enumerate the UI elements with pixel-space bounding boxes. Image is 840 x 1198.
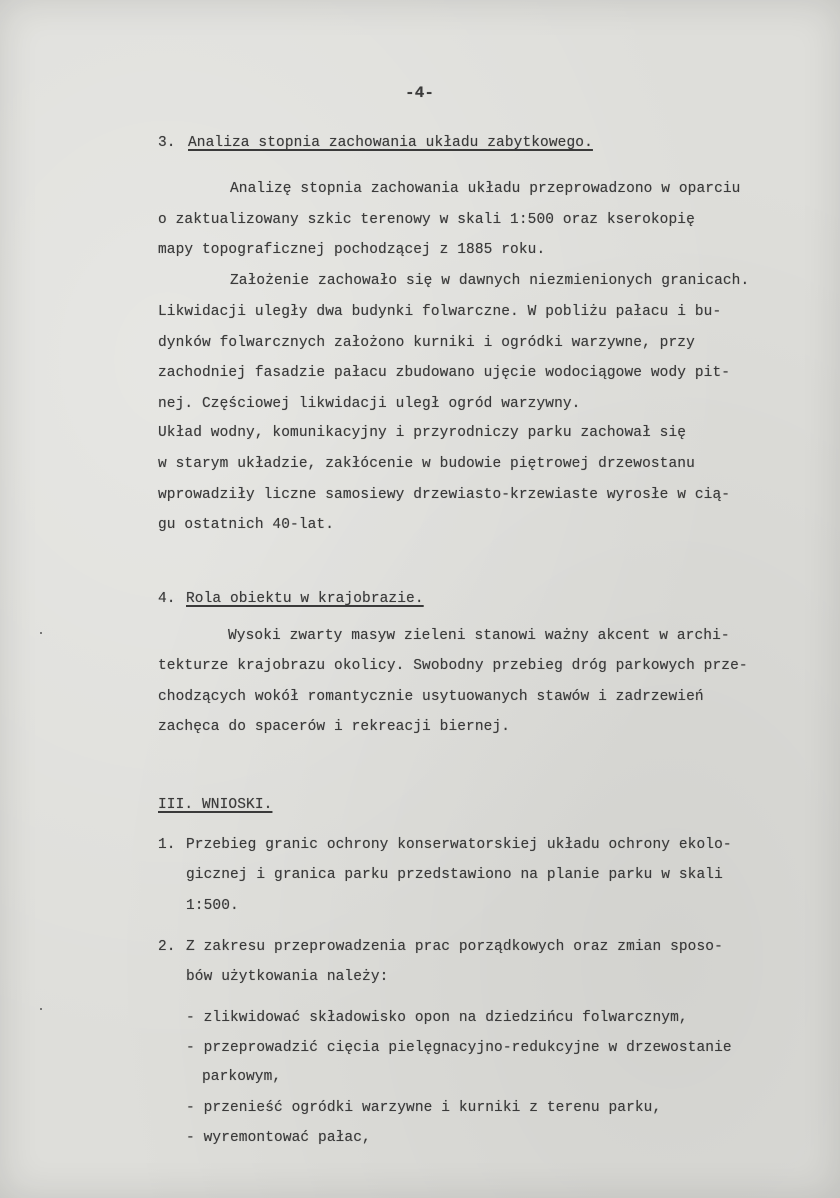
- s3-line-11: wprowadziły liczne samosiewy drzewiasto-krzewiaste wyrosłe w cią-: [158, 487, 731, 503]
- s3-line-5: Likwidacji uległy dwa budynki folwarczne. W pobliżu pałacu i bu-: [158, 304, 722, 320]
- s3-line-1: Analizę stopnia zachowania układu przeprowadzono w oparciu: [230, 181, 741, 197]
- section-iii-heading: III. WNIOSKI.: [158, 797, 273, 813]
- page-number: -4-: [405, 84, 435, 102]
- bullet-1: - zlikwidować składowisko opon na dziedzińcu folwarcznym,: [186, 1010, 688, 1026]
- section-4-heading: Rola obiektu w krajobrazie.: [186, 591, 424, 607]
- s3-line-8: nej. Częściowej likwidacji uległ ogród warzywny.: [158, 396, 581, 412]
- s4-line-3: chodzących wokół romantycznie usytuowanych stawów i zadrzewień: [158, 689, 704, 705]
- item-2-line-1: Z zakresu przeprowadzenia prac porządkowych oraz zmian sposo-: [186, 939, 723, 955]
- s3-line-3: mapy topograficznej pochodzącej z 1885 roku.: [158, 242, 546, 258]
- s3-line-2: o zaktualizowany szkic terenowy w skali 1:500 oraz kserokopię: [158, 212, 695, 228]
- paper-speck: [40, 632, 42, 634]
- item-1-line-2: gicznej i granica parku przedstawiono na planie parku w skali: [186, 867, 723, 883]
- s3-line-4: Założenie zachowało się w dawnych niezmienionych granicach.: [230, 273, 750, 289]
- bullet-2: - przeprowadzić cięcia pielęgnacyjno-redukcyjne w drzewostanie: [186, 1040, 732, 1056]
- s4-line-2: tekturze krajobrazu okolicy. Swobodny przebieg dróg parkowych prze-: [158, 658, 748, 674]
- s3-line-12: gu ostatnich 40-lat.: [158, 517, 335, 533]
- paper-speck: [40, 1008, 42, 1010]
- section-3-heading: Analiza stopnia zachowania układu zabytkowego.: [188, 135, 593, 151]
- s3-line-10: w starym układzie, zakłócenie w budowie piętrowej drzewostanu: [158, 456, 695, 472]
- item-2-line-2: bów użytkowania należy:: [186, 969, 389, 985]
- section-3-number: 3.: [158, 135, 176, 151]
- s3-line-9: Układ wodny, komunikacyjny i przyrodniczy parku zachował się: [158, 425, 687, 441]
- bullet-2-continuation: parkowym,: [202, 1069, 282, 1085]
- section-4-number: 4.: [158, 591, 176, 607]
- s3-line-7: zachodniej fasadzie pałacu zbudowano ujęcie wodociągowe wody pit-: [158, 365, 731, 381]
- s4-line-4: zachęca do spacerów i rekreacji biernej.: [158, 719, 511, 735]
- s3-line-6: dynków folwarcznych założono kurniki i ogródki warzywne, przy: [158, 335, 695, 351]
- item-1-line-3: 1:500.: [186, 898, 239, 914]
- bullet-4: - wyremontować pałac,: [186, 1130, 371, 1146]
- bullet-3: - przenieść ogródki warzywne i kurniki z terenu parku,: [186, 1100, 662, 1116]
- item-2-number: 2.: [158, 939, 176, 955]
- item-1-number: 1.: [158, 837, 176, 853]
- item-1-line-1: Przebieg granic ochrony konserwatorskiej układu ochrony ekolo-: [186, 837, 732, 853]
- s4-line-1: Wysoki zwarty masyw zieleni stanowi ważny akcent w archi-: [228, 628, 730, 644]
